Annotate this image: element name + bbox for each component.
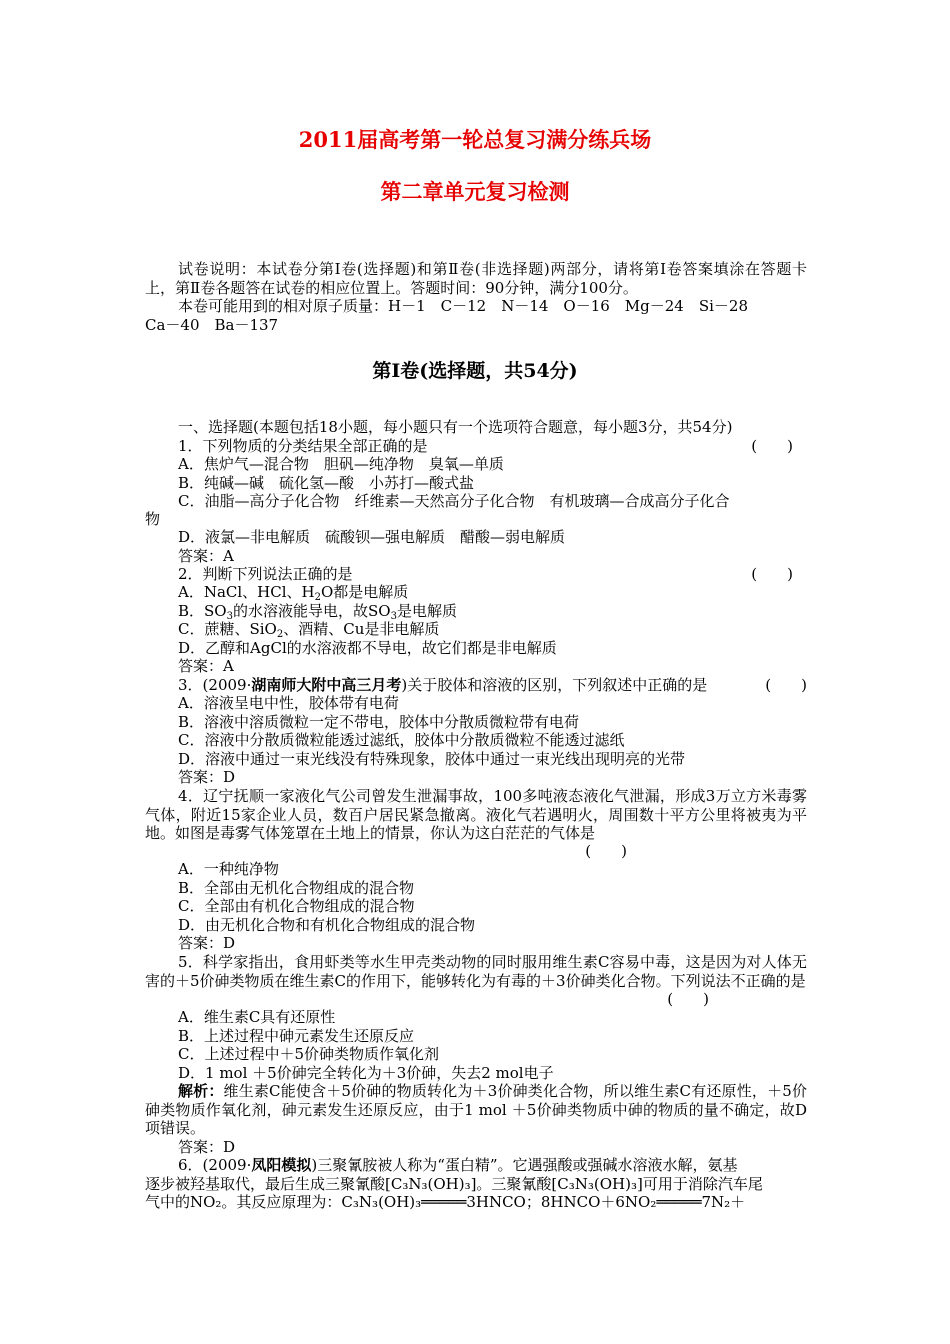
question-5-stem: 5．科学家指出，食用虾类等水生甲壳类动物的同时服用维生素C容易中毒，这是因为对人体无害的＋5价砷类物质在维生素C的作用下，能够转化为有毒的＋3价砷类化合物。下列说法不正确的是 bbox=[145, 953, 807, 990]
question-1-option-d: D．液氯—非电解质 硫酸钡—强电解质 醋酸—弱电解质 bbox=[178, 528, 566, 546]
question-4-option-d: D．由无机化合物和有机化合物组成的混合物 bbox=[178, 916, 476, 934]
question-2-option-b: B．$SO_3$的水溶液能导电，故$SO_3$是电解质 bbox=[178, 602, 457, 622]
question-6-line-1: 6．(2009·凤阳模拟)三聚氰胺被人称为“蛋白精”。它遇强酸或强碱水溶液水解，氨基 bbox=[178, 1156, 738, 1174]
question-3-option-c: C．溶液中分散质微粒能透过滤纸，胶体中分散质微粒不能透过滤纸 bbox=[178, 731, 625, 749]
question-6-line-3: 气中的NO₂。其反应原理为：C₃N₃(OH)₃═════3HNCO；8HNCO＋6NO₂═════7N₂＋ bbox=[145, 1193, 746, 1211]
question-1-option-c-cont: 物 bbox=[145, 510, 161, 528]
question-3-stem: 3．(2009·湖南师大附中高三月考)关于胶体和溶液的区别，下列叙述中正确的是 ( ) bbox=[178, 676, 807, 694]
question-2-answer: 答案：A bbox=[178, 657, 234, 675]
question-5-option-d: D．1 mol ＋5价砷完全转化为＋3价砷，失去2 mol电子 bbox=[178, 1064, 554, 1082]
question-1-option-b: B．纯碱—碱 硫化氢—酸 小苏打—酸式盐 bbox=[178, 474, 475, 492]
intro-paragraph: 试卷说明：本试卷分第Ⅰ卷(选择题)和第Ⅱ卷(非选择题)两部分，请将第Ⅰ卷答案填涂在答题卡上，第Ⅱ卷各题答在试卷的相应位置上。答题时间：90分钟，满分100分。 bbox=[145, 260, 807, 297]
question-2-option-a: A．NaCl、HCl、$H_2O$都是电解质 bbox=[178, 583, 409, 603]
page-subtitle: 第二章单元复习检测 bbox=[380, 179, 570, 204]
question-1-answer: 答案：A bbox=[178, 547, 234, 565]
question-5-option-b: B．上述过程中砷元素发生还原反应 bbox=[178, 1027, 415, 1045]
intro-atomic-mass: 本卷可能用到的相对原子质量：H－1 C－12 N－14 O－16 Mg－24 Si－28 bbox=[178, 297, 748, 315]
question-4-answer: 答案：D bbox=[178, 934, 236, 952]
question-5-option-a: A．维生素C具有还原性 bbox=[178, 1008, 336, 1026]
question-4-stem: 4．辽宁抚顺一家液化气公司曾发生泄漏事故，100多吨液态液化气泄漏，形成3万立方米毒雾气体，附近15家企业人员，数百户居民紧急撤离。液化气若遇明火，周围数十平方公里将被夷为平地。如图是毒雾气体笼罩在土地上的情景，你认为这白茫茫的气体是 bbox=[145, 787, 807, 842]
question-5-option-c: C．上述过程中＋5价砷类物质作氧化剂 bbox=[178, 1045, 440, 1063]
part-heading: 一、选择题(本题包括18小题，每小题只有一个选项符合题意，每小题3分，共54分) bbox=[178, 418, 733, 436]
question-2-option-c: C．蔗糖、SiO$_2$、酒精、Cu是非电解质 bbox=[178, 620, 440, 640]
question-1-option-a: A．焦炉气—混合物 胆矾—纯净物 臭氧—单质 bbox=[178, 455, 504, 473]
question-2-option-d: D．乙醇和AgCl的水溶液都不导电，故它们都是非电解质 bbox=[178, 639, 557, 657]
question-5-answer: 答案：D bbox=[178, 1138, 236, 1156]
section-title: 第Ⅰ卷(选择题，共54分) bbox=[372, 360, 578, 382]
intro-atomic-mass-cont: Ca－40 Ba－137 bbox=[145, 316, 279, 334]
question-3-option-a: A．溶液呈电中性，胶体带有电荷 bbox=[178, 694, 399, 712]
question-3-option-b: B．溶液中溶质微粒一定不带电，胶体中分散质微粒带有电荷 bbox=[178, 713, 580, 731]
question-1-option-c: C．油脂—高分子化合物 纤维素—天然高分子化合物 有机玻璃—合成高分子化合 bbox=[178, 492, 730, 510]
page-title: 2011届高考第一轮总复习满分练兵场 bbox=[298, 127, 652, 152]
question-1-stem: 1．下列物质的分类结果全部正确的是 ( ) bbox=[178, 437, 793, 455]
question-4-option-b: B．全部由无机化合物组成的混合物 bbox=[178, 879, 415, 897]
question-4-option-a: A．一种纯净物 bbox=[178, 860, 279, 878]
question-6-line-2: 逐步被羟基取代，最后生成三聚氰酸[C₃N₃(OH)₃]。三聚氰酸[C₃N₃(OH)₃]可用于消除汽车尾 bbox=[145, 1175, 763, 1193]
question-4-option-c: C．全部由有机化合物组成的混合物 bbox=[178, 897, 415, 915]
question-3-answer: 答案：D bbox=[178, 768, 236, 786]
question-2-stem: 2．判断下列说法正确的是 ( ) bbox=[178, 565, 793, 583]
question-3-option-d: D．溶液中通过一束光线没有特殊现象，胶体中通过一束光线出现明亮的光带 bbox=[178, 750, 686, 768]
question-5-analysis: 解析：维生素C能使含＋5价砷的物质转化为＋3价砷类化合物，所以维生素C有还原性，＋5价砷类物质作氧化剂，砷元素发生还原反应，由于1 mol ＋5价砷类物质中砷的物质的量不确定，故D项错误。 bbox=[145, 1082, 807, 1137]
